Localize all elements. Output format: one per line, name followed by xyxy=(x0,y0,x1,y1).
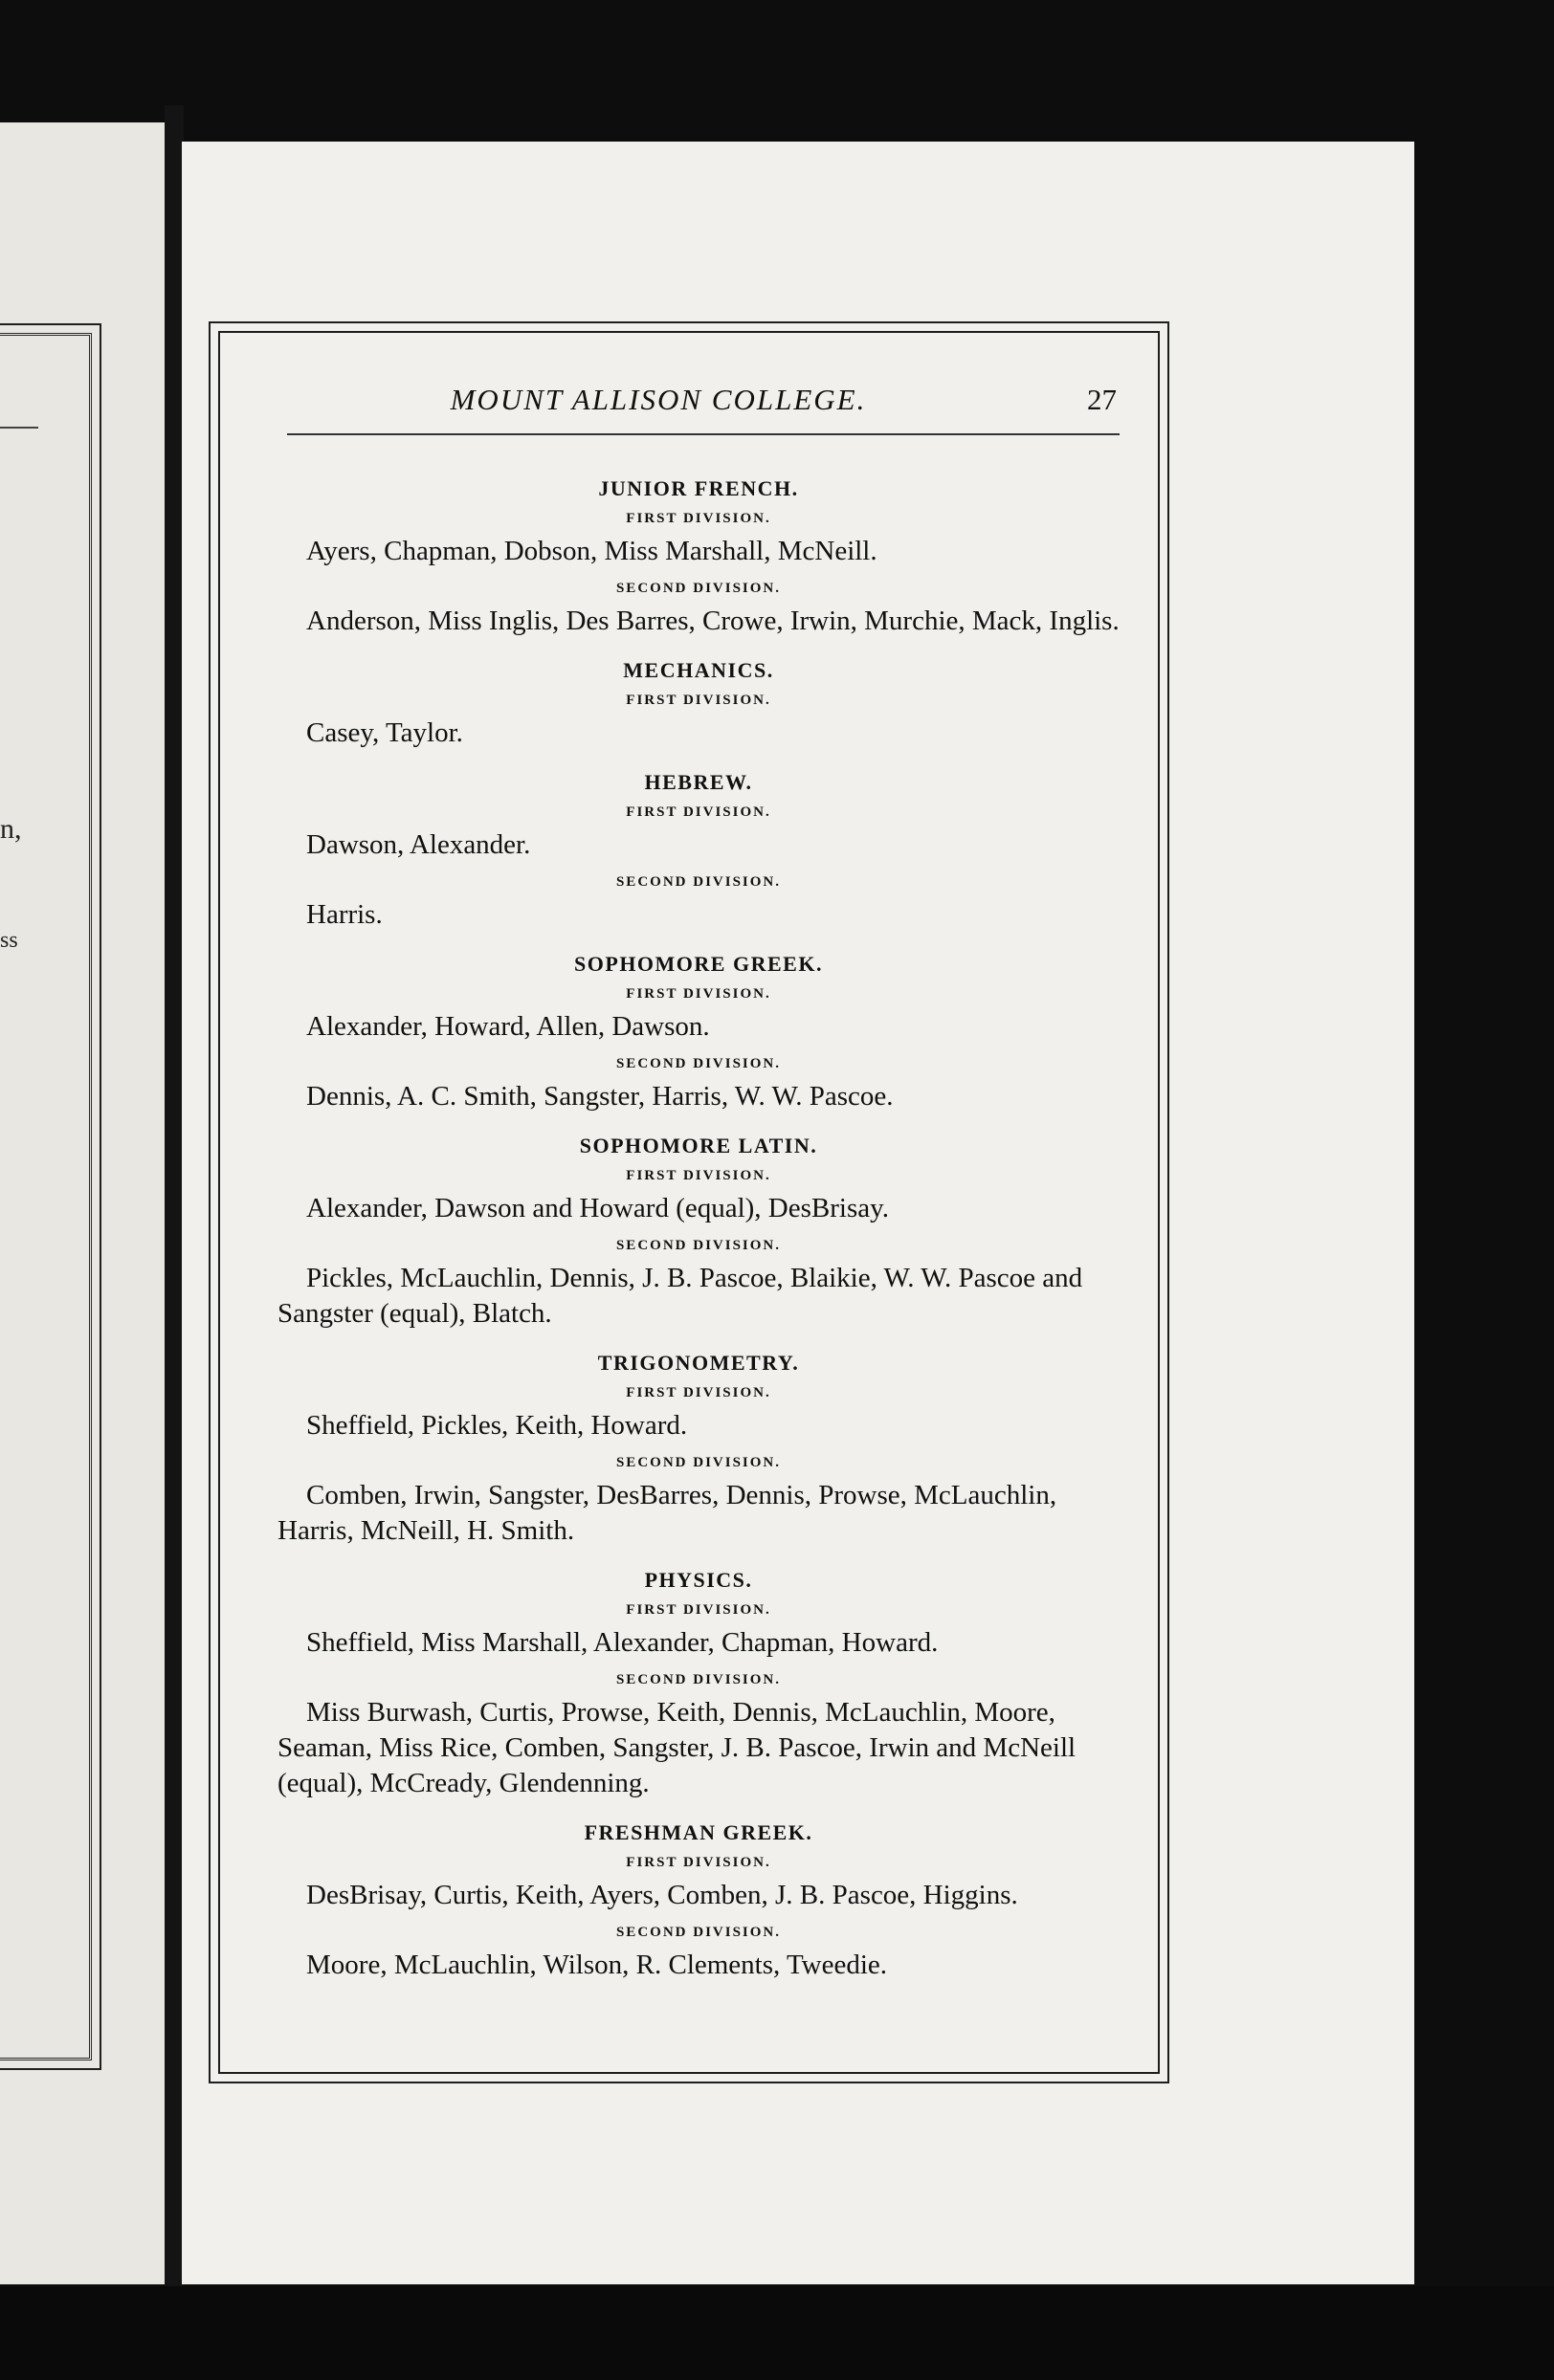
page-content xyxy=(278,457,1120,1989)
facing-page-edge xyxy=(0,122,165,2284)
header-rule xyxy=(287,433,1120,435)
division-label: SECOND DIVISION. xyxy=(615,1925,782,1940)
division-label: FIRST DIVISION. xyxy=(626,986,771,1002)
facing-page-rule xyxy=(0,427,38,429)
section-title: TRIGONOMETRY. xyxy=(597,1351,800,1375)
division-label: FIRST DIVISION. xyxy=(626,693,771,708)
facing-page-frame xyxy=(0,333,92,2060)
division-names: Anderson, Miss Inglis, Des Barres, Crowe, Irwin, Murchie, Mack, Inglis. xyxy=(306,606,1120,636)
division-names: Harris. xyxy=(306,899,383,930)
section-sophomore-latin xyxy=(278,1130,1120,1332)
section-physics xyxy=(278,1564,1120,1801)
division-names: Ayers, Chapman, Dobson, Miss Marshall, McNeill. xyxy=(306,536,877,566)
section-title: HEBREW. xyxy=(644,770,753,794)
running-head xyxy=(228,383,1089,417)
book-page xyxy=(182,142,1414,2284)
book-gutter xyxy=(165,105,184,2305)
section-mechanics xyxy=(278,654,1120,751)
division-names: Sheffield, Pickles, Keith, Howard. xyxy=(306,1410,688,1441)
section-hebrew xyxy=(278,766,1120,933)
scan-bottom-edge xyxy=(0,2286,1554,2380)
section-freshman-greek xyxy=(278,1817,1120,1983)
division-names: Alexander, Dawson and Howard (equal), DesBrisay. xyxy=(306,1193,889,1223)
section-title: JUNIOR FRENCH. xyxy=(598,476,799,500)
section-title: PHYSICS. xyxy=(644,1568,753,1592)
section-title: SOPHOMORE LATIN. xyxy=(579,1134,818,1157)
division-label: SECOND DIVISION. xyxy=(615,581,782,596)
division-names: Miss Burwash, Curtis, Prowse, Keith, Dennis, McLauchlin, Moore, Seaman, Miss Rice, Comben, Sangster, J. B. Pascoe, Irwin and McNeill (equal), McCready, Glendenning. xyxy=(278,1697,1077,1798)
division-label: FIRST DIVISION. xyxy=(626,1602,771,1618)
section-trigonometry xyxy=(278,1347,1120,1549)
facing-page-fragment: ss xyxy=(0,928,18,953)
division-label: FIRST DIVISION. xyxy=(626,1385,771,1400)
running-title: MOUNT ALLISON COLLEGE. xyxy=(450,383,867,416)
division-names: Alexander, Howard, Allen, Dawson. xyxy=(306,1011,710,1042)
division-label: FIRST DIVISION. xyxy=(626,804,771,820)
facing-page-fragment: n, xyxy=(0,813,22,845)
division-label: FIRST DIVISION. xyxy=(626,1855,771,1870)
section-title: SOPHOMORE GREEK. xyxy=(574,952,823,976)
division-names: Dennis, A. C. Smith, Sangster, Harris, W. W. Pascoe. xyxy=(306,1081,894,1112)
section-title: FRESHMAN GREEK. xyxy=(584,1820,813,1844)
division-names: Moore, McLauchlin, Wilson, R. Clements, Tweedie. xyxy=(306,1950,888,1980)
division-names: Casey, Taylor. xyxy=(306,717,463,748)
page-number: 27 xyxy=(1087,383,1117,416)
division-label: FIRST DIVISION. xyxy=(626,511,771,526)
division-names: Pickles, McLauchlin, Dennis, J. B. Pascoe, Blaikie, W. W. Pascoe and Sangster (equal), Blatch. xyxy=(278,1263,1083,1329)
division-names: Sheffield, Miss Marshall, Alexander, Chapman, Howard. xyxy=(306,1627,939,1658)
division-names: Comben, Irwin, Sangster, DesBarres, Dennis, Prowse, McLauchlin, Harris, McNeill, H. Smith. xyxy=(278,1480,1057,1546)
division-names: DesBrisay, Curtis, Keith, Ayers, Comben, J. B. Pascoe, Higgins. xyxy=(306,1880,1018,1910)
division-label: SECOND DIVISION. xyxy=(615,1056,782,1071)
section-junior-french xyxy=(278,473,1120,639)
division-names: Dawson, Alexander. xyxy=(306,829,531,860)
section-title: MECHANICS. xyxy=(623,658,774,682)
division-label: SECOND DIVISION. xyxy=(615,1455,782,1470)
section-sophomore-greek xyxy=(278,948,1120,1114)
division-label: SECOND DIVISION. xyxy=(615,1238,782,1253)
division-label: SECOND DIVISION. xyxy=(615,1672,782,1687)
division-label: SECOND DIVISION. xyxy=(615,874,782,890)
division-label: FIRST DIVISION. xyxy=(626,1168,771,1183)
